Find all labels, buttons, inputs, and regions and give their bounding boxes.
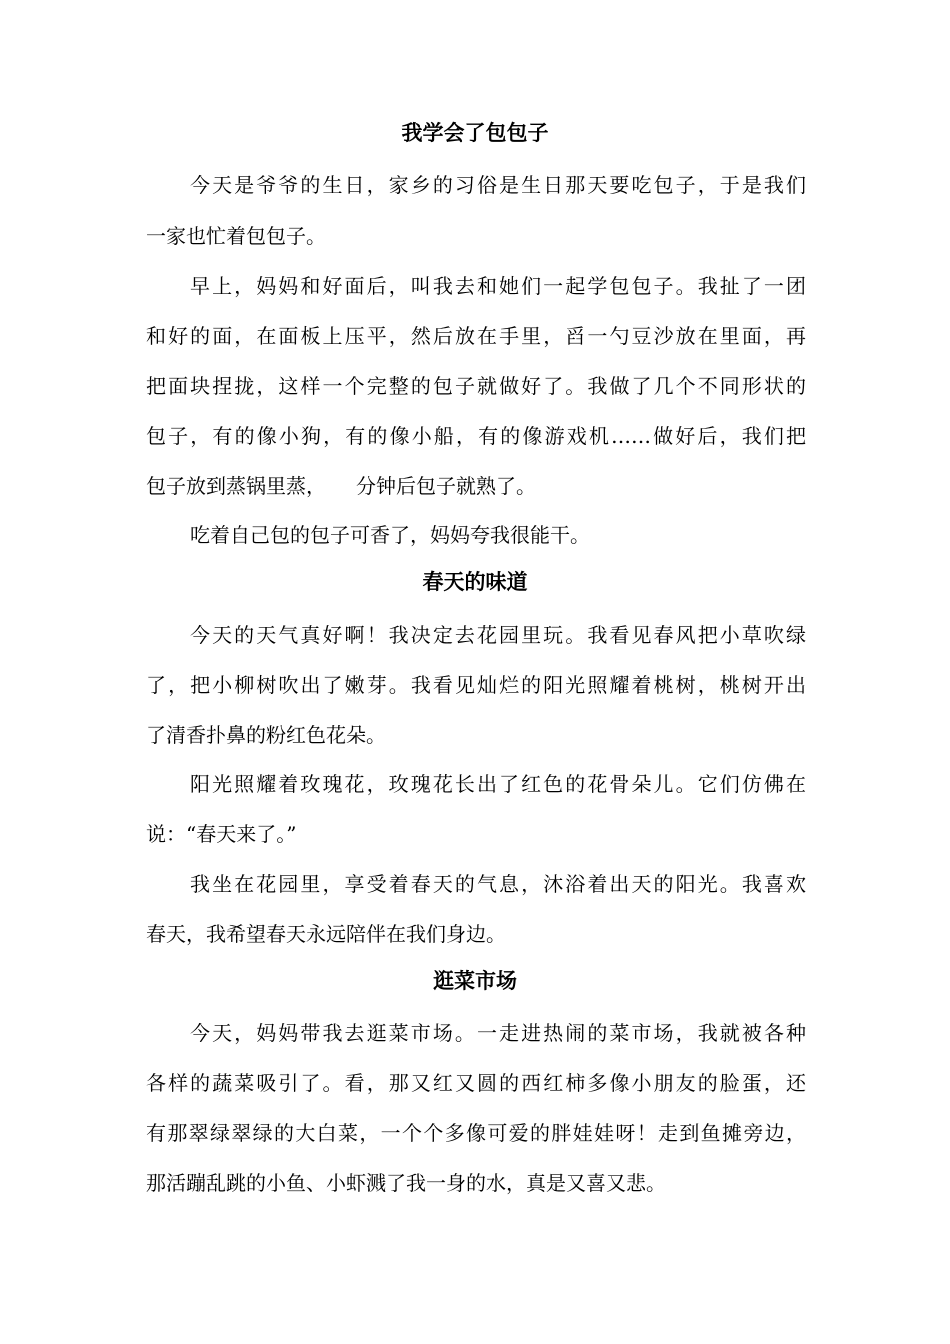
paragraph-line: 吃着自己包的包子可香了，妈妈夸我很能干。: [190, 523, 590, 547]
paragraph-line: 我坐在花园里，享受着春天的气息，沐浴着出天的阳光。我喜欢: [190, 872, 806, 896]
paragraph-line: 阳光照耀着玫瑰花，玫瑰花长出了红色的花骨朵儿。它们仿佛在: [190, 772, 806, 796]
paragraph-line: 了，把小柳树吹出了嫩芽。我看见灿烂的阳光照耀着桃树，桃树开出: [146, 673, 806, 697]
paragraph-line: 包子放到蒸锅里蒸， 分钟后包子就熟了。: [146, 474, 536, 498]
paragraph-line: 今天是爷爷的生日，家乡的习俗是生日那天要吃包子，于是我们: [190, 173, 806, 197]
paragraph-line: 早上，妈妈和好面后，叫我去和她们一起学包包子。我扯了一团: [190, 274, 806, 298]
paragraph-line: 包子，有的像小狗，有的像小船，有的像游戏机……做好后，我们把: [146, 424, 806, 448]
paragraph-line: 把面块捏拢，这样一个完整的包子就做好了。我做了几个不同形状的: [146, 374, 806, 398]
paragraph-line: 说：“春天来了。”: [146, 822, 297, 846]
essay-title-2: 春天的味道: [422, 570, 528, 594]
paragraph-line: 春天，我希望春天永远陪伴在我们身边。: [146, 922, 506, 946]
paragraph-line: 一家也忙着包包子。: [146, 224, 326, 248]
paragraph-line: 了清香扑鼻的粉红色花朵。: [146, 723, 386, 747]
paragraph-line: 和好的面，在面板上压平，然后放在手里，舀一勺豆沙放在里面，再: [146, 324, 806, 348]
paragraph-line: 那活蹦乱跳的小鱼、小虾溅了我一身的水，真是又喜又悲。: [146, 1171, 666, 1195]
paragraph-line: 各样的蔬菜吸引了。看，那又红又圆的西红柿多像小朋友的脸蛋，还: [146, 1071, 806, 1095]
paragraph-line: 今天的天气真好啊！我决定去花园里玩。我看见春风把小草吹绿: [190, 623, 806, 647]
essay-title-3: 逛菜市场: [433, 969, 517, 993]
paragraph-line: 今天，妈妈带我去逛菜市场。一走进热闹的菜市场，我就被各种: [190, 1021, 806, 1045]
essay-title-1: 我学会了包包子: [401, 121, 549, 145]
paragraph-line: 有那翠绿翠绿的大白菜，一个个多像可爱的胖娃娃呀！走到鱼摊旁边，: [146, 1121, 806, 1145]
